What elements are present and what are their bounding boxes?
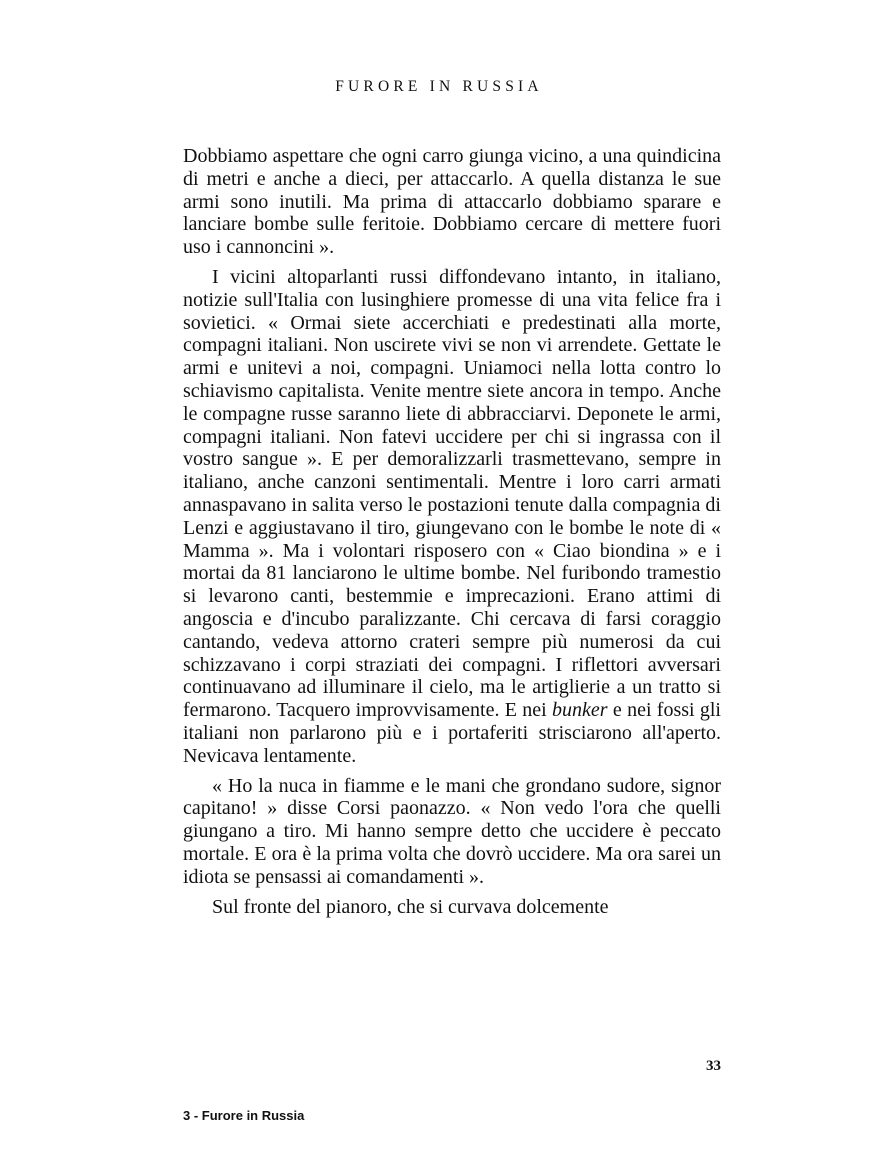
paragraph-1: Dobbiamo aspettare che ogni carro giunga vicino, a una quindicina di metri e anche a dieci, per attaccarlo. A quella distanza le sue armi sono inutili. Ma prima di attaccarlo dobbiamo sparare e lanciare bombe sulle feritoie. Dobbiamo cercare di mettere fuori uso i cannoncini ». (183, 145, 721, 259)
page-number: 33 (706, 1058, 721, 1074)
paragraph-2-text: I vicini altoparlanti russi diffondevano intanto, in italiano, notizie sull'Italia con lusinghiere promesse di una vita felice fra i sovietici. « Ormai siete accerchiati e predestinati alla morte, compagni italiani. Non uscirete vivi se non vi arrendete. Gettate le armi e unitevi a noi, compagni. Uniamoci nella lotta contro lo schiavismo capitalista. Venite mentre siete ancora in tempo. Anche le compagne russe saranno liete di abbracciarvi. Deponete le armi, compagni italiani. Non fatevi uccidere per chi si ingrassa con il vostro sangue ». E per demoralizzarli trasmettevano, sempre in italiano, anche canzoni sentimentali. Mentre i loro carri armati annaspavano in salita verso le postazioni tenute dalla compagnia di Lenzi e aggiustavano il tiro, giungevano con le bombe le note di « Mamma ». Ma i volontari risposero con « Ciao biondina » e i mortai da 81 lanciarono le ultime bombe. Nel furibondo tramestio si levarono canti, bestemmie e imprecazioni. Erano attimi di angoscia e d'incubo paralizzante. Chi cercava di farsi coraggio cantando, vedeva attorno crateri sempre più numerosi da cui schizzavano i corpi straziati dei compagni. I riflettori avversari continuavano ad illuminare il cielo, ma le artiglierie a un tratto si fermarono. Tacquero improvvisamente. E nei (183, 265, 721, 722)
running-head: FURORE IN RUSSIA (335, 78, 543, 95)
paragraph-3: « Ho la nuca in fiamme e le mani che grondano sudore, signor capitano! » disse Corsi paonazzo. « Non vedo l'ora che quelli giungano a tiro. Mi hanno sempre detto che uccidere è peccato mortale. E ora è la prima volta che dovrò uccidere. Ma ora sarei un idiota se pensassi ai comandamenti ». (183, 774, 721, 888)
paragraph-2-tail: e nei fossi gli italiani non parlarono più e i portaferiti strisciarono all'aperto. Nevicava lentamente. (183, 699, 721, 767)
italic-term: bunker (552, 699, 608, 722)
paragraph-2 (183, 266, 721, 768)
signature-mark: 3 - Furore in Russia (183, 1108, 305, 1123)
paragraph-4: Sul fronte del pianoro, che si curvava dolcemente (212, 895, 609, 918)
body-text (183, 145, 721, 918)
